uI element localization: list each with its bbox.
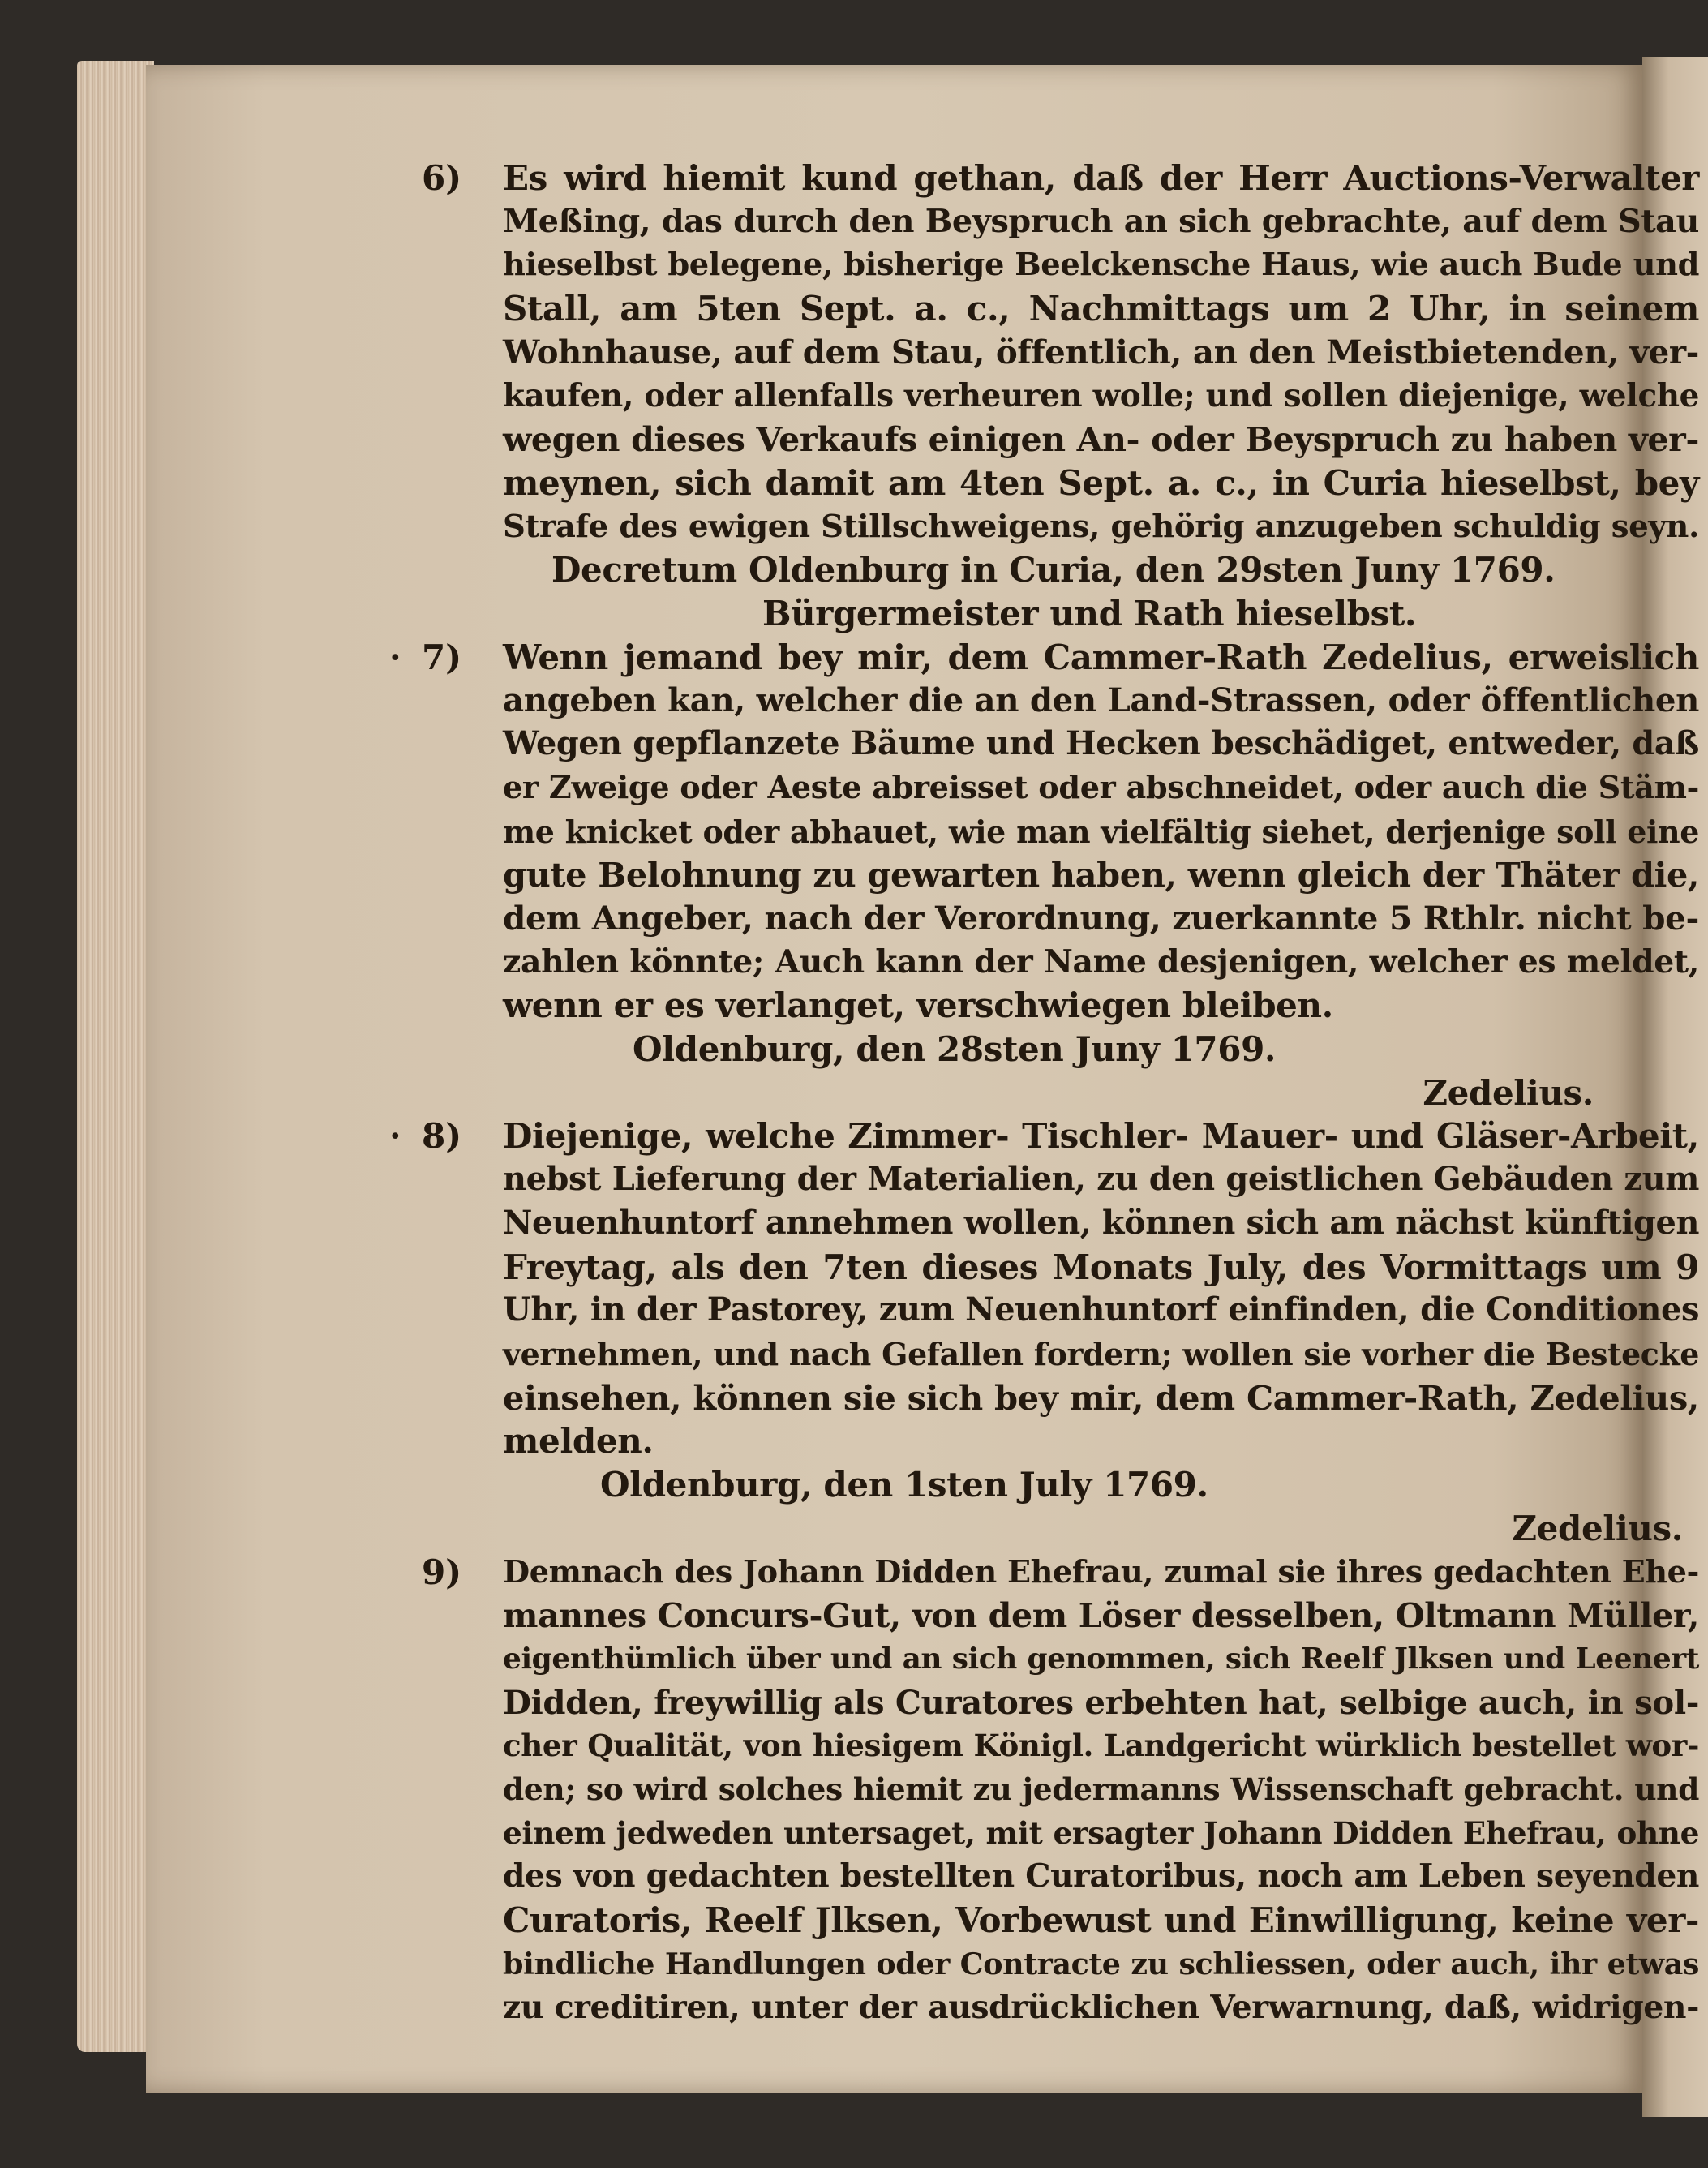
text-line: cher Qualität, von hiesigem Königl. Landgericht würklich bestellet wor- [503,1728,1699,1764]
text-line: Demnach des Johann Didden Ehefrau, zumal sie ihres gedachten Ehe- [503,1553,1699,1591]
margin-dot: · [389,637,401,677]
text-line: Didden, freywillig als Curatores erbehten hat, selbige auch, in sol- [503,1683,1699,1722]
text-line: Freytag, als den 7ten dieses Monats July, des Vormittags um 9 [503,1247,1699,1287]
text-line: Wohnhause, auf dem Stau, öffentlich, an den Meistbietenden, ver- [503,332,1699,371]
margin-dot: · [389,1116,401,1157]
text-line: Uhr, in der Pastorey, zum Neuenhuntorf einfinden, die Conditiones [503,1291,1699,1329]
text-line: zu creditiren, unter der ausdrücklichen Verwarnung, daß, widrigen- [503,1988,1699,2026]
signature: Bürgermeister und Rath hieselbst. [762,594,1417,634]
notice-8 [389,1114,1699,1550]
text-line: Wenn jemand bey mir, dem Cammer-Rath Zedelius, erweislich [503,637,1699,677]
text-line: Neuenhuntorf annehmen wollen, können sich am nächst künftigen [503,1204,1699,1242]
notice-number: 7) [422,637,462,677]
text-line: Es wird hiemit kund gethan, daß der Herr Auctions-Verwalter [503,158,1699,198]
text-line: me knicket oder abhauet, wie man vielfältig siehet, derjenige soll eine [503,813,1699,850]
text-line: angeben kan, welcher die an den Land-Strassen, oder öffentlichen [503,681,1699,720]
text-line: er Zweige oder Aeste abreisset oder abschneidet, oder auch die Stäm- [503,769,1699,806]
text-line: zahlen könnte; Auch kann der Name desjenigen, welcher es meldet, [503,942,1699,981]
text-line: meynen, sich damit am 4ten Sept. a. c., in Curia hieselbst, bey [503,462,1699,503]
signature: Zedelius. [1423,1072,1594,1113]
date-line: Oldenburg, den 1sten July 1769. [600,1465,1208,1505]
text-line: mannes Concurs-Gut, von dem Löser desselben, Oltmann Müller, [503,1595,1699,1636]
date-line: Decretum Oldenburg in Curia, den 29sten Juny 1769. [551,550,1556,590]
notice-number: 8) [422,1116,462,1157]
text-line: hieselbst belegene, bisherige Beelckensche Haus, wie auch Bude und [503,247,1699,284]
text-line: bindliche Handlungen oder Contracte zu schliessen, oder auch, ihr etwas [503,1946,1699,1981]
text-line: Curatoris, Reelf Jlksen, Vorbewust und Einwilligung, keine ver- [503,1900,1699,1941]
text-line: Wegen gepflanzete Bäume und Hecken beschädiget, entweder, daß [503,725,1699,763]
notice-number: 6) [422,158,462,198]
text-line: Strafe des ewigen Stillschweigens, gehörig anzugeben schuldig seyn. [503,508,1699,545]
book-page [146,65,1699,2093]
text-line: einsehen, können sie sich bey mir, dem Cammer-Rath, Zedelius, [503,1377,1699,1418]
book-page-edges [77,61,154,2052]
text-line: einem jedweden untersaget, mit ersagter Johann Didden Ehefrau, ohne [503,1814,1699,1851]
text-line: eigenthümlich über und an sich genommen, sich Reelf Jlksen und Leenert [503,1641,1699,1676]
text-line: gute Belohnung zu gewarten haben, wenn gleich der Thäter die, [503,855,1699,895]
text-line: Stall, am 5ten Sept. a. c., Nachmittags um 2 Uhr, in seinem [503,289,1699,329]
text-line: den; so wird solches hiemit zu jedermanns Wissenschaft gebracht. und [503,1771,1699,1808]
signature: Zedelius. [1512,1508,1683,1548]
text-line: melden. [503,1421,654,1462]
date-line: Oldenburg, den 28sten Juny 1769. [633,1029,1277,1070]
text-line: nebst Lieferung der Materialien, zu den geistlichen Gebäuden zum [503,1161,1699,1199]
text-line: Meßing, das durch den Beyspruch an sich gebrachte, auf dem Stau [503,202,1699,240]
text-line: dem Angeber, nach der Verordnung, zuerkannte 5 Rthlr. nicht be- [503,898,1699,938]
notice-7 [389,636,1699,1115]
notice-6 [422,157,1699,636]
notice-number: 9) [422,1552,462,1592]
text-line: wenn er es verlanget, verschwiegen bleiben. [503,985,1333,1026]
text-line: kaufen, oder allenfalls verheuren wolle; und sollen diejenige, welche [503,376,1699,414]
text-line: vernehmen, und nach Gefallen fordern; wollen sie vorher die Bestecke [503,1335,1699,1372]
text-line: Diejenige, welche Zimmer- Tischler- Mauer- und Gläser-Arbeit, [503,1116,1699,1157]
page-text [389,157,1699,2029]
notice-9 [422,1551,1699,2030]
text-line: des von gedachten bestellten Curatoribus, noch am Leben seyenden [503,1857,1699,1895]
text-line: wegen dieses Verkaufs einigen An- oder Beyspruch zu haben ver- [503,419,1699,460]
